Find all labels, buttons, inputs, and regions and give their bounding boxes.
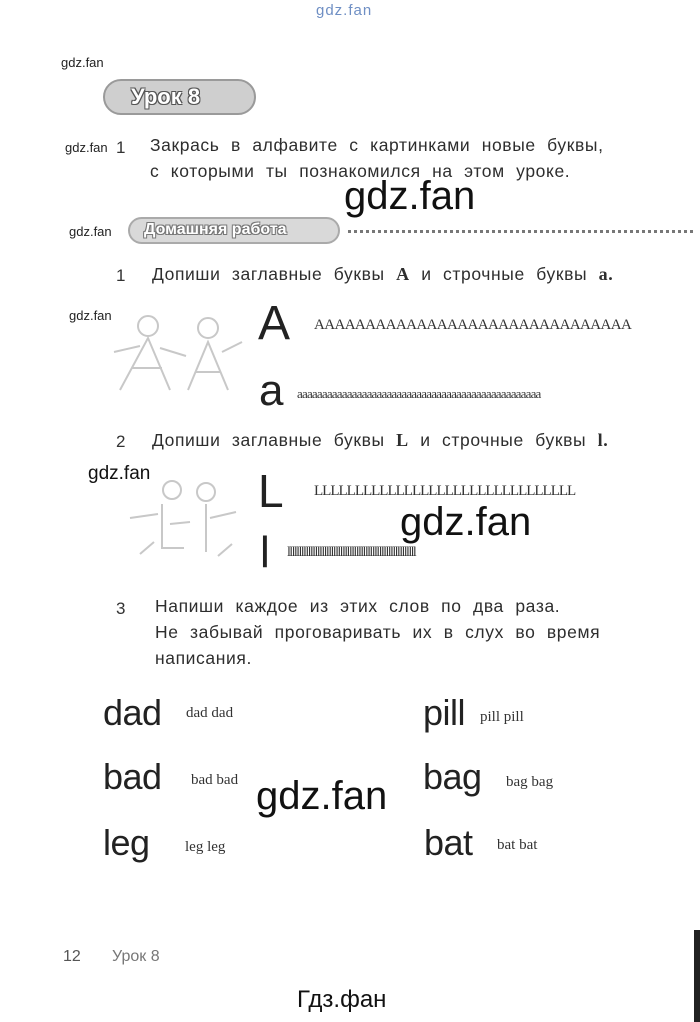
watermark-large: gdz.fan bbox=[400, 500, 532, 544]
row-lower-l: llllllllllllllllllllllllllllllllllllllllllllllllllllllll bbox=[287, 545, 416, 560]
word-print-bag: bag bbox=[423, 756, 482, 797]
word-hand-bag: bag bag bbox=[506, 774, 554, 790]
watermark-small: gdz.fan bbox=[69, 308, 112, 323]
intro-number: 1 bbox=[116, 138, 126, 157]
lesson-title-badge bbox=[103, 79, 256, 115]
big-letter-upper-a: A bbox=[258, 297, 291, 350]
page-edge-mark bbox=[694, 930, 700, 1022]
homework-badge bbox=[128, 217, 340, 244]
word-print-leg: leg bbox=[103, 822, 150, 863]
task1-instruction: Допиши заглавные буквы A и строчные буквы a. bbox=[152, 264, 614, 284]
intro-line-2: с которыми ты познакомился на этом уроке. bbox=[150, 161, 571, 181]
task2-number: 2 bbox=[116, 432, 126, 451]
word-hand-pill: pill pill bbox=[480, 709, 524, 725]
footer-lesson-label: Урок 8 bbox=[112, 948, 160, 965]
letter-a-illustration bbox=[100, 312, 250, 392]
word-print-pill: pill bbox=[423, 692, 466, 733]
watermark-bottom: Гдз.фан bbox=[297, 986, 387, 1013]
word-print-bad: bad bbox=[103, 756, 162, 797]
letter-l-illustration bbox=[110, 478, 250, 560]
watermark-top: gdz.fan bbox=[316, 2, 373, 19]
task3-line-2: Не забывай проговаривать их в слух во время bbox=[155, 622, 601, 642]
homework-divider bbox=[348, 230, 693, 233]
task3-number: 3 bbox=[116, 599, 126, 618]
big-letter-lower-a: a bbox=[259, 366, 284, 415]
watermark-small: gdz.fan bbox=[69, 224, 112, 239]
watermark-medium: gdz.fan bbox=[88, 463, 151, 484]
word-print-bat: bat bbox=[424, 822, 473, 863]
task3-line-3: написания. bbox=[155, 648, 252, 668]
big-letter-upper-l: L bbox=[258, 465, 284, 517]
word-hand-bat: bat bat bbox=[497, 837, 538, 853]
row-upper-a: AAAAAAAAAAAAAAAAAAAAAAAAAAAAAAA bbox=[314, 317, 632, 333]
word-print-dad: dad bbox=[103, 692, 162, 733]
task2-instruction: Допиши заглавные буквы L и строчные буквы l. bbox=[152, 430, 609, 450]
intro-line-1: Закрась в алфавите с картинками новые буквы, bbox=[150, 135, 604, 155]
watermark-large: gdz.fan bbox=[256, 774, 388, 818]
watermark-small: gdz.fan bbox=[65, 140, 108, 155]
row-lower-a: aaaaaaaaaaaaaaaaaaaaaaaaaaaaaaaaaaaaaaaaaaaaaaaaa bbox=[297, 386, 541, 401]
big-letter-lower-l: l bbox=[260, 528, 270, 577]
word-hand-leg: leg leg bbox=[185, 839, 226, 855]
word-hand-dad: dad dad bbox=[186, 705, 234, 721]
task3-line-1: Напиши каждое из этих слов по два раза. bbox=[155, 596, 561, 616]
watermark-small: gdz.fan bbox=[61, 55, 104, 70]
word-hand-bad: bad bad bbox=[191, 772, 239, 788]
page-number: 12 bbox=[63, 948, 81, 965]
task1-number: 1 bbox=[116, 266, 126, 285]
lesson-title: Урок 8 bbox=[131, 84, 201, 109]
homework-title: Домашняя работа bbox=[144, 221, 287, 238]
row-upper-l: LLLLLLLLLLLLLLLLLLLLLLLLLLLLLLLL bbox=[314, 483, 576, 499]
watermark-large: gdz.fan bbox=[344, 174, 476, 218]
